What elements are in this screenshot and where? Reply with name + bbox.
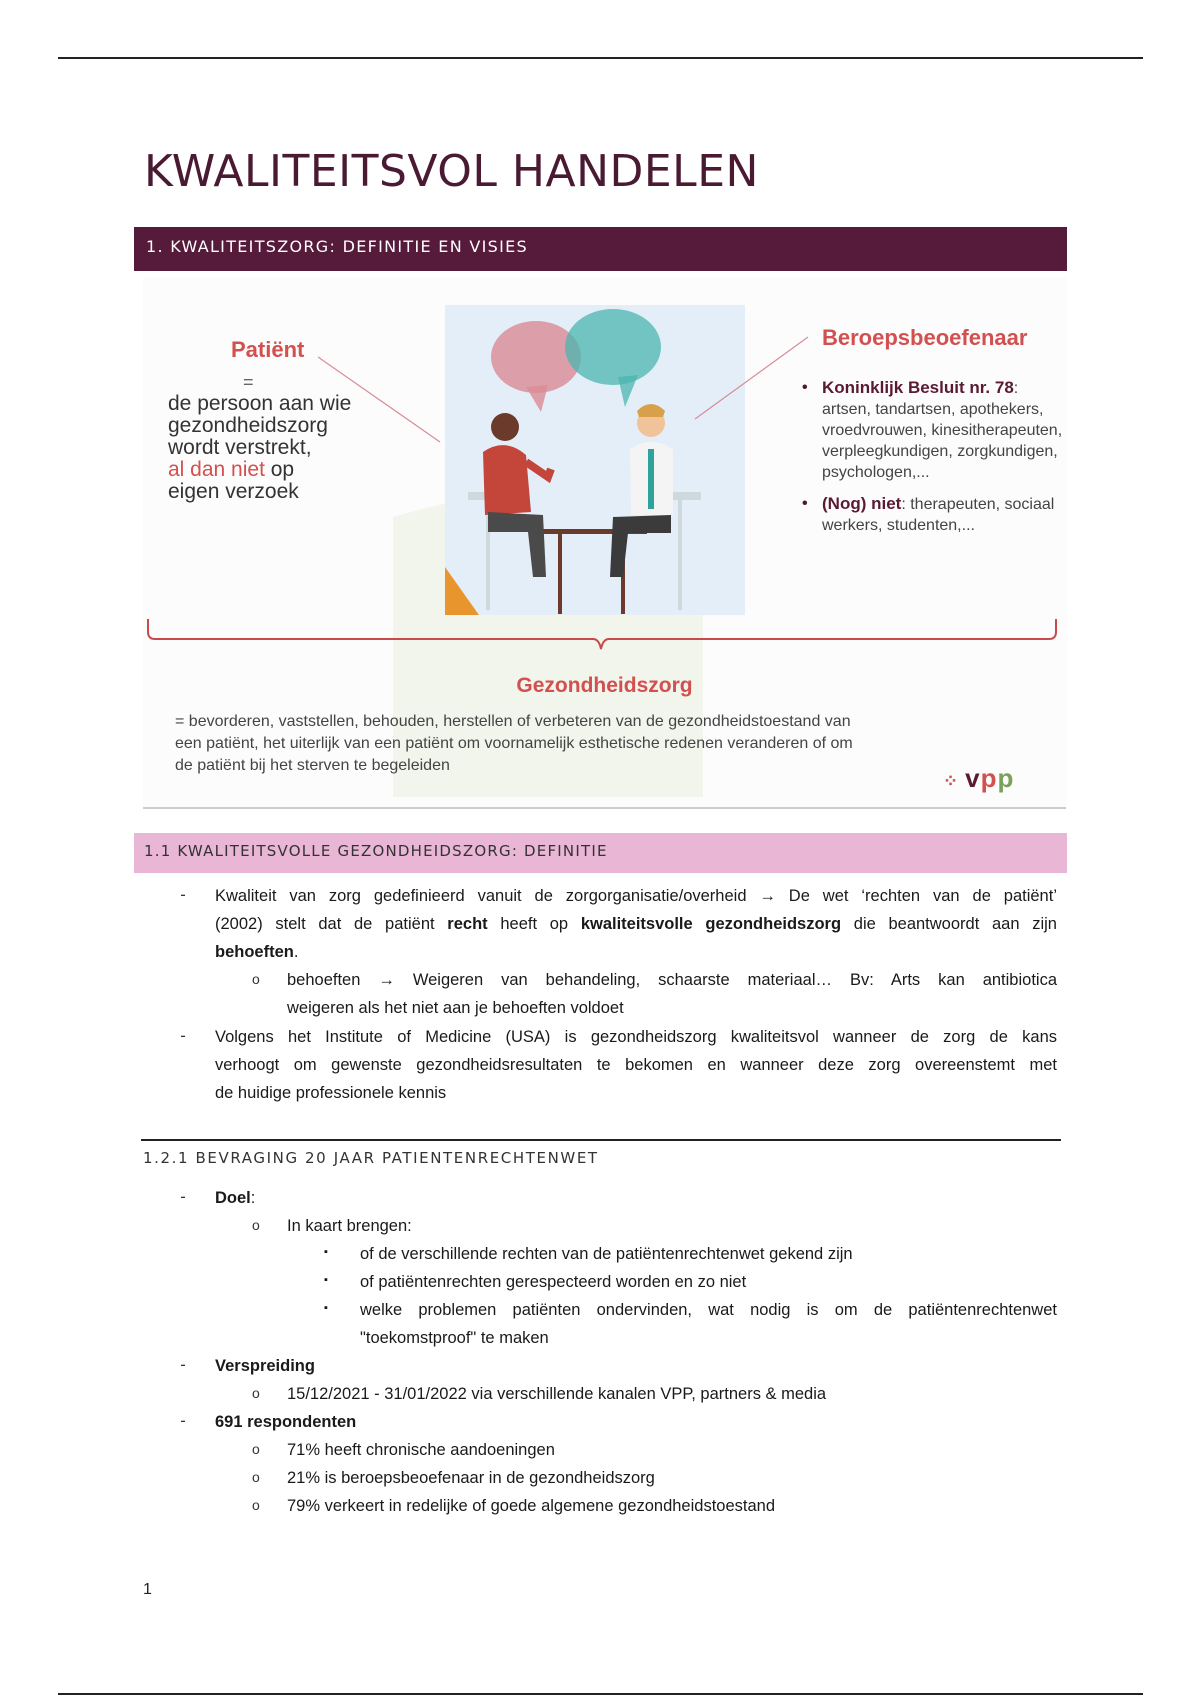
paragraph-line bbox=[215, 1352, 315, 1380]
paragraph-line: of patiëntenrechten gerespecteerd worden en zo niet bbox=[360, 1273, 747, 1291]
square-bullet: ▪ bbox=[324, 1274, 328, 1286]
section-heading-1: 1. KWALITEITSZORG: DEFINITIE EN VISIES bbox=[134, 227, 1067, 271]
circle-bullet: o bbox=[252, 971, 260, 987]
patient-title: Patiënt bbox=[231, 337, 305, 362]
section-heading-1-1: 1.1 KWALITEITSVOLLE GEZONDHEIDSZORG: DEFINITIE bbox=[134, 833, 1067, 873]
patient-equals: = bbox=[243, 372, 254, 392]
paragraph-line: Kwaliteit van zorg gedefinieerd vanuit de zorgorganisatie/overheid → De wet ‘rechten van de patiënt’ bbox=[215, 887, 1057, 905]
bold-run: Doel bbox=[215, 1189, 251, 1207]
circle-bullet: o bbox=[252, 1497, 260, 1513]
gezondheidszorg-definition bbox=[175, 711, 975, 777]
paragraph-line: "toekomstproof" te maken bbox=[360, 1329, 549, 1347]
paragraph-line: verhoogt om gewenste gezondheidsresultaten te bekomen en wanneer deze zorg overeenstemt met bbox=[215, 1056, 1057, 1074]
paragraph-line bbox=[215, 1184, 255, 1212]
infographic-slide bbox=[143, 277, 1066, 809]
patient-def-line: gezondheidszorg bbox=[168, 414, 328, 437]
section-rule bbox=[141, 1139, 1061, 1141]
dash-bullet: - bbox=[180, 886, 186, 904]
logo-dots-icon: ⁘ bbox=[943, 771, 960, 791]
logo-letter: p bbox=[980, 763, 998, 793]
beroepsbeoefenaar-title: Beroepsbeoefenaar bbox=[822, 325, 1028, 350]
bottom-rule bbox=[58, 1693, 1143, 1695]
patient-def-highlight: al dan niet bbox=[168, 458, 265, 481]
square-bullet: ▪ bbox=[324, 1246, 328, 1258]
logo-letter: v bbox=[965, 763, 981, 793]
speech-bubble-right bbox=[565, 309, 661, 385]
paragraph-line bbox=[215, 910, 1057, 938]
paragraph-line bbox=[215, 1408, 356, 1436]
nog-niet-item bbox=[798, 493, 1063, 536]
document-title: KWALITEITSVOL HANDELEN bbox=[144, 146, 759, 197]
nog-niet-text: : therapeuten, sociaal werkers, studenten,... bbox=[822, 496, 1055, 534]
text-run: : bbox=[250, 1189, 256, 1207]
dash-bullet: - bbox=[180, 1412, 186, 1430]
page-number: 1 bbox=[143, 1581, 152, 1598]
gz-def-line: een patiënt, het uiterlijk van een patiënt om voornamelijk esthetische redenen veranderen of om bbox=[175, 735, 853, 752]
bold-run: behoeften bbox=[215, 943, 294, 961]
paragraph-line: 15/12/2021 - 31/01/2022 via verschillende kanalen VPP, partners & media bbox=[287, 1385, 827, 1403]
bold-run: 691 respondenten bbox=[215, 1413, 357, 1431]
dash-bullet: - bbox=[180, 1356, 186, 1374]
circle-bullet: o bbox=[252, 1441, 260, 1457]
text-run: . bbox=[293, 943, 299, 961]
patient-def-text: op bbox=[264, 458, 295, 481]
patient-def-line: de persoon aan wie bbox=[168, 392, 352, 415]
paragraph-line: 21% is beroepsbeoefenaar in de gezondheidszorg bbox=[287, 1469, 655, 1487]
patient-def-line bbox=[168, 459, 398, 481]
paragraph-line: de huidige professionele kennis bbox=[215, 1084, 447, 1102]
paragraph-line: weigeren als het niet aan je behoeften voldoet bbox=[287, 999, 624, 1017]
patient-definition bbox=[168, 393, 398, 503]
paragraph-line bbox=[215, 938, 298, 966]
top-rule bbox=[58, 57, 1143, 59]
square-bullet: ▪ bbox=[324, 1302, 328, 1314]
kb78-text: artsen, tandartsen, apothekers, vroedvrouwen, kinesitherapeuten, verpleegkundigen, zorgkundigen, psychologen,... bbox=[822, 401, 1063, 481]
dash-bullet: - bbox=[180, 1188, 186, 1206]
bold-run: recht bbox=[447, 915, 488, 933]
kb78-label: Koninklijk Besluit nr. 78 bbox=[822, 378, 1014, 397]
beroepsbeoefenaar-list bbox=[798, 377, 1063, 546]
bold-run: kwaliteitsvolle gezondheidszorg bbox=[580, 915, 842, 933]
paragraph-line: In kaart brengen: bbox=[287, 1217, 412, 1235]
paragraph-line: of de verschillende rechten van de patiëntenrechtenwet gekend zijn bbox=[360, 1245, 853, 1263]
gz-def-line: de patiënt bij het sterven te begeleiden bbox=[175, 757, 450, 774]
text-run: (2002) stelt dat de patiënt bbox=[215, 915, 448, 933]
kb78-colon: : bbox=[1013, 380, 1019, 397]
gz-def-line: = bevorderen, vaststellen, behouden, herstellen of verbeteren van de gezondheidstoestand van bbox=[175, 713, 851, 730]
gezondheidszorg-title: Gezondheidszorg bbox=[516, 674, 693, 697]
person-left bbox=[491, 413, 519, 441]
paragraph-line: 71% heeft chronische aandoeningen bbox=[287, 1441, 555, 1459]
circle-bullet: o bbox=[252, 1217, 260, 1233]
patient-def-line: wordt verstrekt, bbox=[168, 436, 312, 459]
bold-run: Verspreiding bbox=[215, 1357, 315, 1375]
paragraph-line: Volgens het Institute of Medicine (USA) is gezondheidszorg kwaliteitsvol wanneer de zorg de kans bbox=[215, 1028, 1057, 1046]
text-run: die beantwoordt aan zijn bbox=[841, 915, 1057, 933]
dash-bullet: - bbox=[180, 1027, 186, 1045]
circle-bullet: o bbox=[252, 1385, 260, 1401]
paragraph-line: behoeften → Weigeren van behandeling, schaarste materiaal… Bv: Arts kan antibiotica bbox=[287, 971, 1057, 989]
paragraph-line: welke problemen patiënten ondervinden, wat nodig is om de patiëntenrechtenwet bbox=[360, 1301, 1057, 1319]
patient-def-line: eigen verzoek bbox=[168, 480, 299, 503]
vpp-logo bbox=[943, 763, 1014, 794]
section-heading-1-2-1: 1.2.1 BEVRAGING 20 JAAR PATIENTENRECHTENWET bbox=[143, 1149, 599, 1167]
text-run: heeft op bbox=[487, 915, 581, 933]
paragraph-line: 79% verkeert in redelijke of goede algemene gezondheidstoestand bbox=[287, 1497, 775, 1515]
kb78-item bbox=[798, 377, 1063, 483]
nog-niet-label: (Nog) niet bbox=[822, 494, 902, 513]
circle-bullet: o bbox=[252, 1469, 260, 1485]
logo-letter: p bbox=[997, 763, 1015, 793]
